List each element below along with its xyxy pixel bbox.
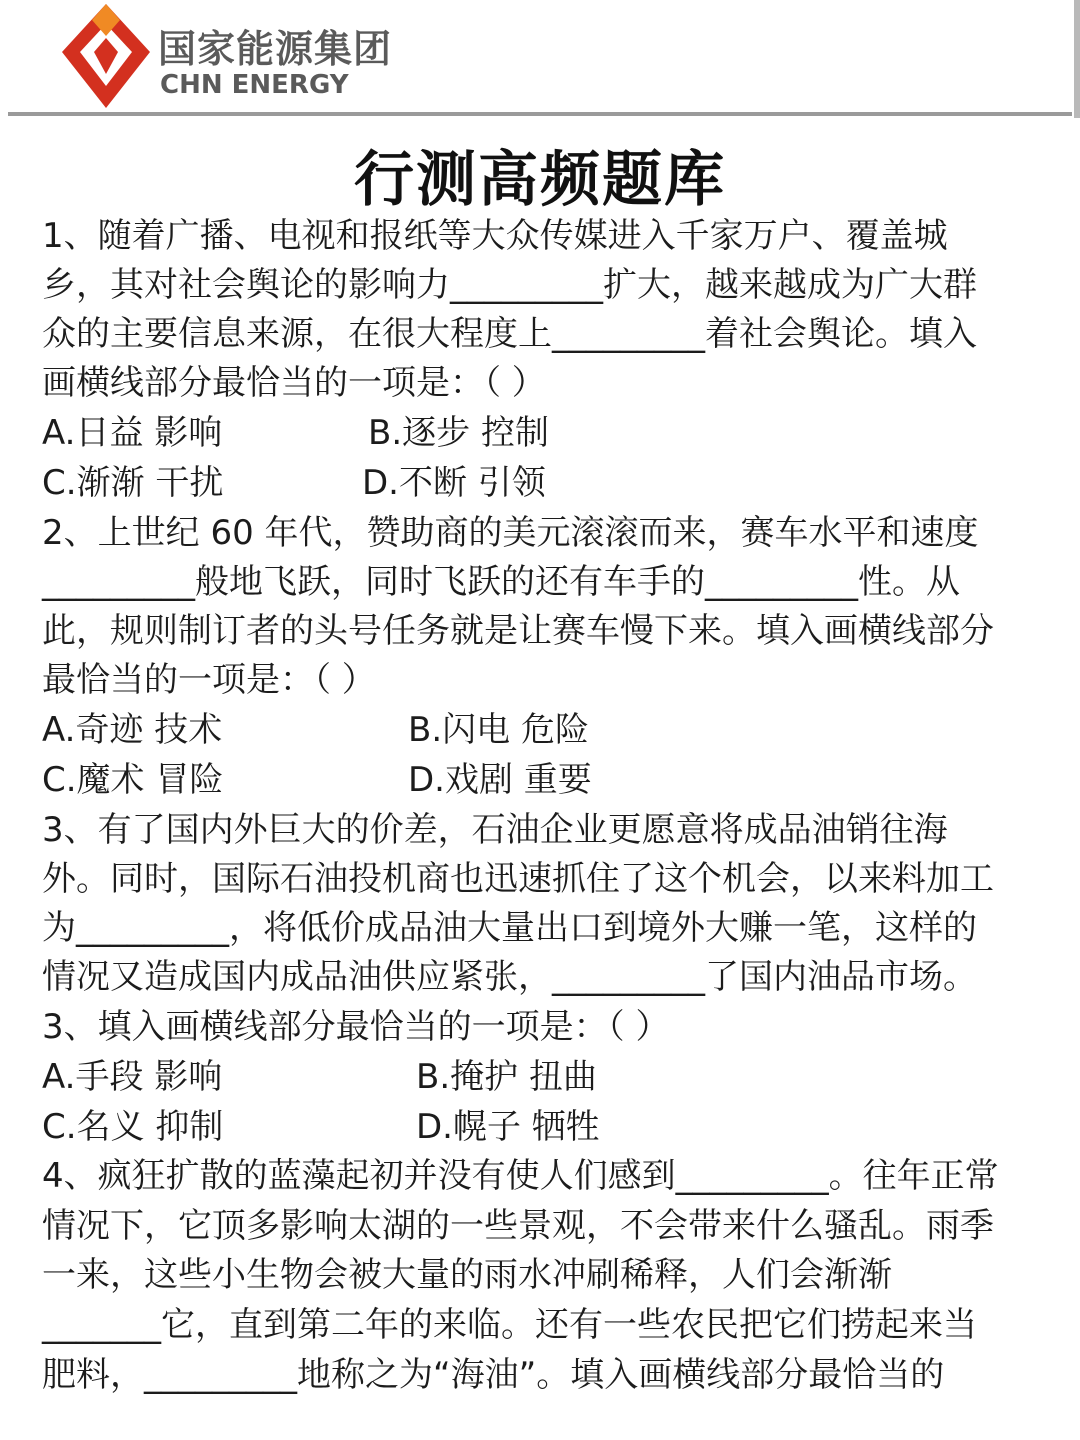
q4-line-5: 肥料，_________地称之为“海油”。填入画横线部分最恰当的 xyxy=(42,1355,945,1395)
q3-option-d: D.幌子 牺牲 xyxy=(416,1107,600,1147)
q1-line-3: 众的主要信息来源，在很大程度上_________着社会舆论。填入 xyxy=(42,314,977,354)
q3-option-a: A.手段 影响 xyxy=(42,1057,223,1097)
q3-line-4: 情况又造成国内成品油供应紧张，_________了国内油品市场。 xyxy=(42,957,977,997)
q3-line-3: 为_________，将低价成品油大量出口到境外大赚一笔，这样的 xyxy=(42,908,977,948)
q2-line-4: 最恰当的一项是：（ ） xyxy=(42,660,376,700)
q1-option-c: C.渐渐 干扰 xyxy=(42,463,224,503)
page-title: 行测高频题库 xyxy=(354,145,726,215)
header-divider xyxy=(8,112,1072,116)
q4-line-2: 情况下，它顶多影响太湖的一些景观，不会带来什么骚乱。雨季 xyxy=(42,1206,994,1246)
q3-line-5: 3、填入画横线部分最恰当的一项是：（ ） xyxy=(42,1007,670,1047)
q4-line-4: _______它，直到第二年的来临。还有一些农民把它们捞起来当 xyxy=(42,1305,977,1345)
q2-line-2: _________般地飞跃，同时飞跃的还有车手的_________性。从 xyxy=(42,562,960,602)
q4-line-1: 4、疯狂扩散的蓝藻起初并没有使人们感到_________。往年正常 xyxy=(42,1156,999,1196)
q3-line-1: 3、有了国内外巨大的价差，石油企业更愿意将成品油销往海 xyxy=(42,810,948,850)
q2-option-d: D.戏剧 重要 xyxy=(408,760,592,800)
q1-option-a: A.日益 影响 xyxy=(42,413,223,453)
q4-line-3: 一来，这些小生物会被大量的雨水冲刷稀释，人们会渐渐 xyxy=(42,1255,892,1295)
q1-line-2: 乡，其对社会舆论的影响力_________扩大，越来越成为广大群 xyxy=(42,265,977,305)
q2-option-b: B.闪电 危险 xyxy=(408,710,589,750)
q2-option-c: C.魔术 冒险 xyxy=(42,760,224,800)
q3-line-2: 外。同时，国际石油投机商也迅速抓住了这个机会，以来料加工 xyxy=(42,859,994,899)
q2-line-1: 2、上世纪 60 年代，赞助商的美元滚滚而来，赛车水平和速度 xyxy=(42,513,979,553)
header-edge xyxy=(1074,0,1080,118)
page-header xyxy=(0,0,1080,122)
q2-line-3: 此，规则制订者的头号任务就是让赛车慢下来。填入画横线部分 xyxy=(42,611,994,651)
q2-option-a: A.奇迹 技术 xyxy=(42,710,223,750)
chn-energy-logo-icon xyxy=(60,2,152,110)
logo-text-cn: 国家能源集团 xyxy=(158,27,393,71)
logo-text-en: CHN ENERGY xyxy=(160,70,349,100)
q1-option-d: D.不断 引领 xyxy=(362,463,546,503)
q3-option-b: B.掩护 扭曲 xyxy=(416,1057,597,1097)
q1-line-4: 画横线部分最恰当的一项是：（ ） xyxy=(42,363,546,403)
q1-line-1: 1、随着广播、电视和报纸等大众传媒进入千家万户、覆盖城 xyxy=(42,216,948,256)
q1-option-b: B.逐步 控制 xyxy=(368,413,549,453)
q3-option-c: C.名义 抑制 xyxy=(42,1107,224,1147)
